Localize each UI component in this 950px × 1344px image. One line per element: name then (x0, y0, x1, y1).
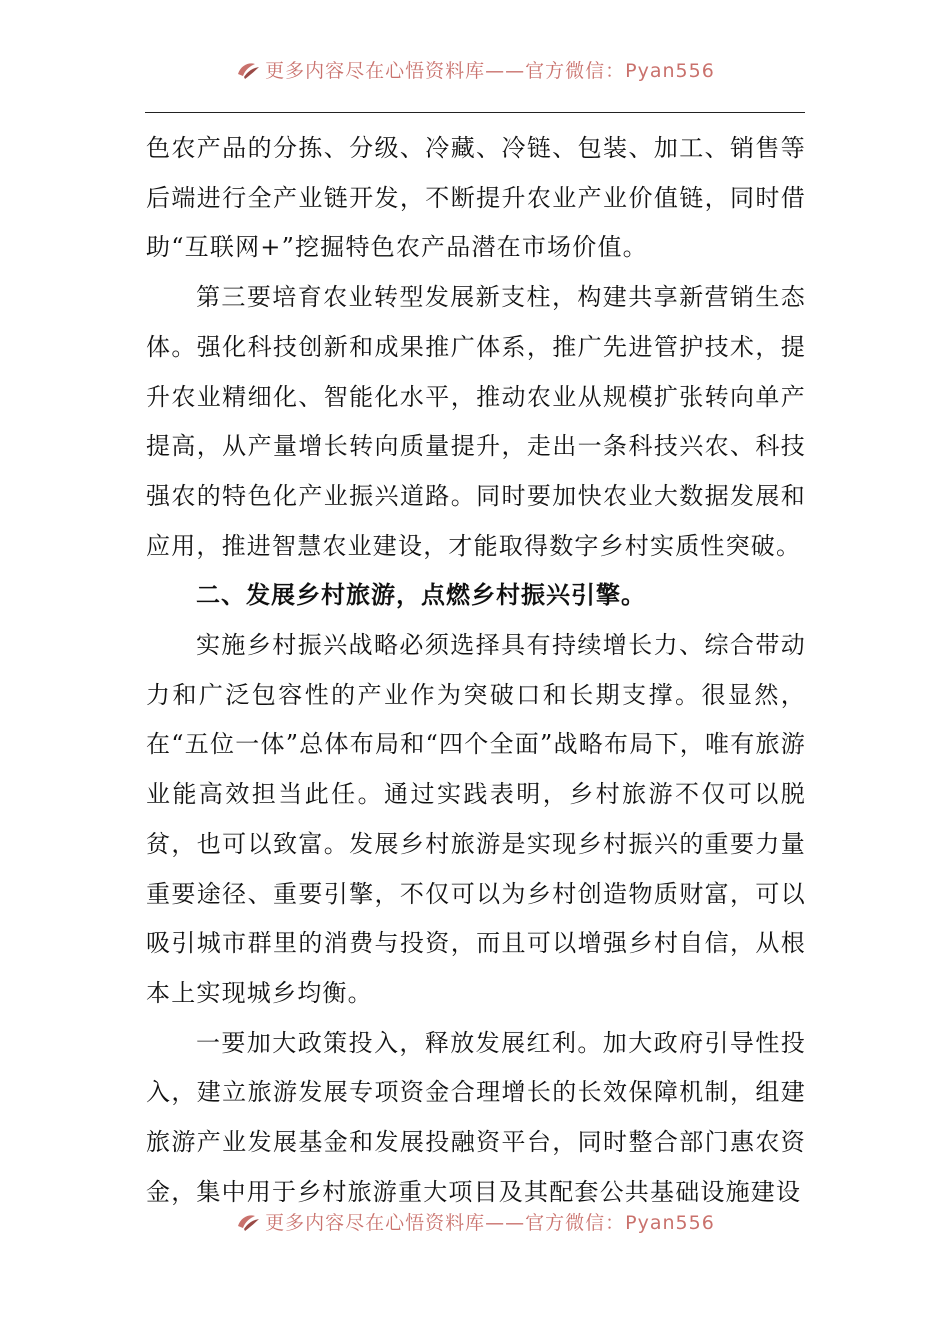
header-watermark-text: 更多内容尽在心悟资料库——官方微信：Pyan556 (265, 60, 715, 82)
paragraph-policy-investment: 一要加大政策投入，释放发展红利。加大政府引导性投入，建立旅游发展专项资金合理增长的长效保障机制，组建旅游产业发展基金和发展投融资平台，同时整合部门惠农资金，集中用于乡村旅游重大项目及其配套公共基础设施建设 (146, 1028, 806, 1206)
document-body (146, 124, 806, 1217)
pen-logo-icon (235, 1211, 261, 1233)
header-watermark (0, 56, 950, 83)
paragraph-rural-tourism-intro: 实施乡村振兴战略必须选择具有持续增长力、综合带动力和广泛包容性的产业作为突破口和长期支撑。很显然，在“五位一体”总体布局和“四个全面”战略布局下，唯有旅游业能高效担当此任。通过实践表明，乡村旅游不仅可以脱贫，也可以致富。发展乡村旅游是实现乡村振兴的重要力量重要途径、重要引擎，不仅可以为乡村创造物质财富，可以吸引城市群里的消费与投资，而且可以增强乡村自信，从根本上实现城乡均衡。 (146, 631, 806, 1007)
paragraph-third-point: 第三要培育农业转型发展新支柱，构建共享新营销生态体。强化科技创新和成果推广体系，推广先进管护技术，提升农业精细化、智能化水平，推动农业从规模扩张转向单产提高，从产量增长转向质量提升，走出一条科技兴农、科技强农的特色化产业振兴道路。同时要加快农业大数据发展和应用，推进智慧农业建设，才能取得数字乡村实质性突破。 (146, 283, 806, 560)
footer-watermark-text: 更多内容尽在心悟资料库——官方微信：Pyan556 (265, 1212, 715, 1234)
paragraph-continued: 色农产品的分拣、分级、冷藏、冷链、包装、加工、销售等后端进行全产业链开发，不断提升农业产业价值链，同时借助“互联网+”挖掘特色农产品潜在市场价值。 (146, 134, 806, 262)
footer-watermark (0, 1208, 950, 1235)
pen-logo-icon (235, 59, 261, 81)
section-heading-rural-tourism: 二、发展乡村旅游，点燃乡村振兴引擎。 (196, 581, 646, 610)
header-rule (145, 112, 805, 113)
